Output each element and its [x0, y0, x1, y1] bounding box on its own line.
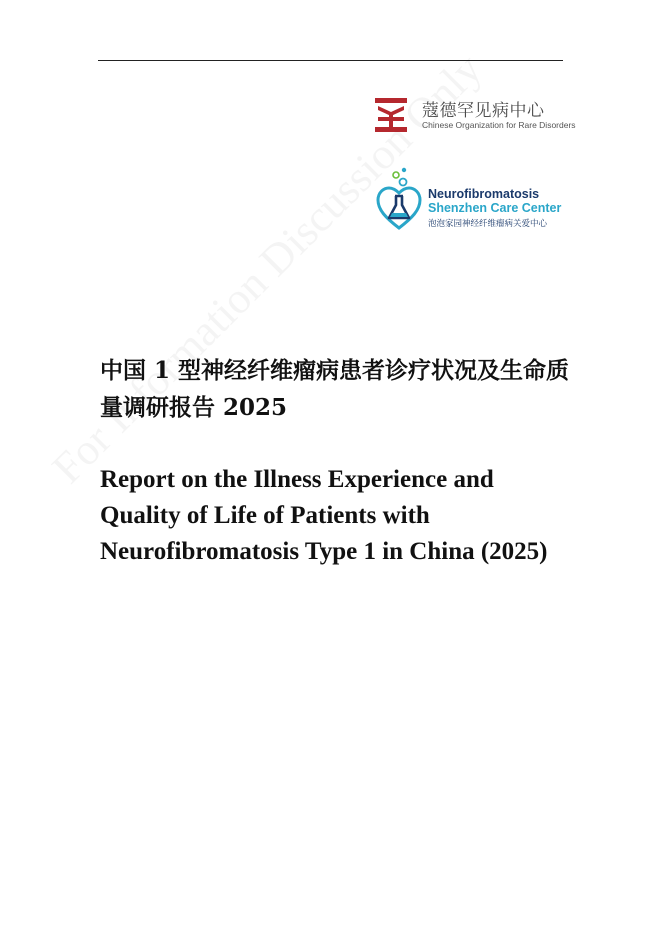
watermark	[42, 61, 474, 493]
report-title-cn: 中国 1 型神经纤维瘤病患者诊疗状况及生命质量调研报告 2025	[100, 357, 570, 421]
nf-care-center-logo	[372, 160, 562, 234]
nf-logo-name-line1: Neurofibromatosis	[428, 187, 540, 201]
nf-logo-name-cn: 泡泡家园神经纤维瘤病关爱中心	[428, 219, 548, 229]
nf-logo-name-line2: Shenzhen Care Center	[428, 201, 562, 215]
cord-logo-name-cn: 蔻德罕见病中心	[422, 101, 545, 121]
cord-logo-name-en: Chinese Organization for Rare Disorders	[422, 120, 576, 130]
report-title-en: Report on the Illness Experience and Quality of Life of Patients with Neurofibromatosis Type 1 in China (2025)	[100, 466, 548, 565]
header-rule	[98, 60, 563, 61]
